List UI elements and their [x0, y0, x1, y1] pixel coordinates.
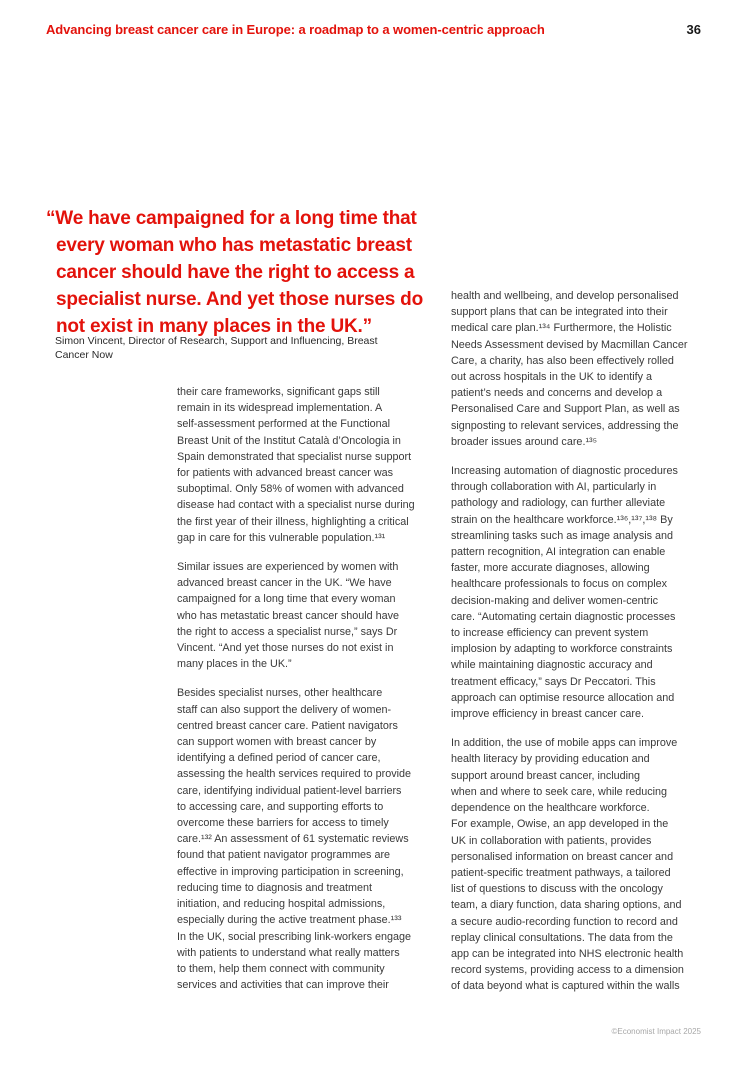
- text-line: signposting to relevant services, addressing the: [451, 419, 679, 432]
- paragraph: [451, 463, 706, 722]
- text-line: Breast Unit of the Institut Català d’Oncologia in: [177, 434, 401, 447]
- text-line: pattern recognition, AI integration can enable: [451, 546, 666, 559]
- text-line: In addition, the use of mobile apps can improve: [451, 737, 678, 750]
- text-line: the first year of their illness, highlighting a critical: [177, 515, 409, 528]
- text-line: record systems, providing access to a dimension: [451, 964, 684, 977]
- text-line: gap in care for this vulnerable population.¹³¹: [177, 531, 386, 544]
- text-line: support around breast cancer, including: [451, 769, 641, 782]
- text-line: personalised information on breast cancer and: [451, 850, 674, 863]
- text-line: app can be integrated into NHS electronic health: [451, 947, 684, 960]
- text-line: through collaboration with AI, particularly in: [451, 481, 657, 494]
- text-line: out across hospitals in the UK to identify a: [451, 371, 653, 384]
- text-line: UK in collaboration with patients, provides: [451, 834, 652, 847]
- pull-quote: [46, 205, 426, 340]
- text-line: to increase efficiency can prevent system: [451, 627, 649, 640]
- text-line: Besides specialist nurses, other healthcare: [177, 687, 383, 700]
- text-line: of data beyond what is captured within the walls: [451, 980, 680, 993]
- text-line: care. “Automating certain diagnostic processes: [451, 610, 676, 623]
- text-line: Needs Assessment devised by Macmillan Cancer: [451, 338, 688, 351]
- text-line: many places in the UK.”: [177, 658, 292, 671]
- text-line: especially during the active treatment phase.¹³³: [177, 914, 402, 927]
- text-line: centred breast cancer care. Patient navigators: [177, 719, 398, 732]
- text-line: overcome these barriers for access to timely: [177, 817, 389, 830]
- text-line: Personalised Care and Support Plan, as well as: [451, 403, 680, 416]
- text-line: with patients to understand what really matters: [177, 946, 400, 959]
- text-line: broader issues around care.¹³⁵: [451, 435, 598, 448]
- text-line: reducing time to diagnosis and treatment: [177, 881, 373, 894]
- paragraph: [177, 384, 439, 546]
- text-line: disease had contact with a specialist nurse during: [177, 499, 415, 512]
- text-line: suboptimal. Only 58% of women with advanced: [177, 483, 404, 496]
- text-line: identifying a defined period of cancer care,: [177, 752, 381, 765]
- text-line: while maintaining diagnostic accuracy and: [451, 659, 653, 672]
- text-line: for patients with advanced breast cancer was: [177, 467, 394, 480]
- text-line: health and wellbeing, and develop personalised: [451, 290, 679, 302]
- body-column-right: [451, 288, 706, 1008]
- text-line: approach can optimise resource allocation and: [451, 691, 675, 704]
- attribution-line: Cancer Now: [55, 349, 113, 361]
- body-column-left: [177, 384, 439, 1006]
- text-line: health literacy by providing education and: [451, 753, 650, 766]
- pull-quote-line: “We have campaigned for a long time that: [46, 208, 417, 229]
- paragraph: [177, 685, 439, 993]
- text-line: support plans that can be integrated into their: [451, 306, 668, 319]
- text-line: patient’s needs and concerns and develop a: [451, 387, 663, 400]
- footer-copyright: ©Economist Impact 2025: [611, 1027, 701, 1036]
- text-line: pathology and radiology, can further alleviate: [451, 497, 666, 510]
- text-line: In the UK, social prescribing link-workers engage: [177, 930, 412, 943]
- page-number: 36: [686, 22, 701, 37]
- pull-quote-line: cancer should have the right to access a: [56, 262, 415, 283]
- paragraph: [177, 559, 439, 672]
- text-line: Care, a charity, has also been effectively rolled: [451, 354, 674, 367]
- text-line: decision-making and deliver women-centric: [451, 594, 659, 607]
- text-line: their care frameworks, significant gaps still: [177, 386, 380, 398]
- text-line: Increasing automation of diagnostic procedures: [451, 465, 678, 478]
- text-line: care, identifying individual patient-level barriers: [177, 784, 402, 797]
- pull-quote-line: specialist nurse. And yet those nurses do: [56, 289, 423, 310]
- text-line: campaigned for a long time that every woman: [177, 593, 396, 606]
- text-line: faster, more accurate diagnoses, allowing: [451, 562, 650, 575]
- text-line: staff can also support the delivery of women-: [177, 703, 392, 716]
- text-line: initiation, and reducing hospital admissions,: [177, 898, 386, 911]
- text-line: implosion by adapting to workforce constraints: [451, 643, 673, 656]
- text-line: healthcare professionals to focus on complex: [451, 578, 668, 591]
- text-line: the right to access a specialist nurse,” says Dr: [177, 625, 398, 638]
- text-line: Spain demonstrated that specialist nurse support: [177, 450, 412, 463]
- text-line: services and activities that can improve their: [177, 979, 389, 992]
- text-line: medical care plan.¹³⁴ Furthermore, the Holistic: [451, 322, 672, 335]
- text-line: to accessing care, and supporting efforts to: [177, 800, 384, 813]
- text-line: Similar issues are experienced by women with: [177, 561, 399, 574]
- text-line: can support women with breast cancer by: [177, 736, 377, 749]
- text-line: found that patient navigator programmes are: [177, 849, 391, 862]
- text-line: remain in its widespread implementation. A: [177, 402, 383, 415]
- text-line: advanced breast cancer in the UK. “We have: [177, 577, 392, 590]
- header-title: Advancing breast cancer care in Europe: a roadmap to a women-centric approach: [46, 22, 545, 37]
- text-line: dependence on the healthcare workforce.: [451, 802, 650, 815]
- pull-quote-line: not exist in many places in the UK.”: [56, 316, 372, 337]
- text-line: to them, help them connect with community: [177, 962, 385, 975]
- text-line: improve efficiency in breast cancer care.: [451, 708, 645, 721]
- paragraph: [451, 735, 706, 994]
- text-line: patient-specific treatment pathways, a tailored: [451, 866, 671, 879]
- text-line: treatment efficacy,” says Dr Peccatori. This: [451, 675, 656, 688]
- text-line: Vincent. “And yet those nurses do not exist in: [177, 642, 394, 655]
- text-line: effective in improving participation in screening,: [177, 865, 404, 878]
- text-line: For example, Owise, an app developed in the: [451, 818, 669, 831]
- text-line: team, a diary function, data sharing options, and: [451, 899, 682, 912]
- text-line: streamlining tasks such as image analysis and: [451, 529, 674, 542]
- paragraph: [451, 288, 706, 450]
- text-line: strain on the healthcare workforce.¹³⁶,¹³⁷,¹³⁸ By: [451, 513, 673, 526]
- text-line: when and where to seek care, while reducing: [451, 785, 668, 798]
- quote-attribution: [55, 334, 415, 362]
- text-line: care.¹³² An assessment of 61 systematic reviews: [177, 833, 409, 846]
- pull-quote-line: every woman who has metastatic breast: [56, 235, 412, 256]
- text-line: who has metastatic breast cancer should have: [177, 609, 400, 622]
- text-line: assessing the health services required to provide: [177, 768, 412, 781]
- text-line: a secure audio-recording function to record and: [451, 915, 678, 928]
- text-line: self-assessment performed at the Functional: [177, 418, 391, 431]
- text-line: list of questions to discuss with the oncology: [451, 883, 663, 896]
- text-line: replay clinical consultations. The data from the: [451, 931, 673, 944]
- attribution-line: Simon Vincent, Director of Research, Support and Influencing, Breast: [55, 335, 378, 347]
